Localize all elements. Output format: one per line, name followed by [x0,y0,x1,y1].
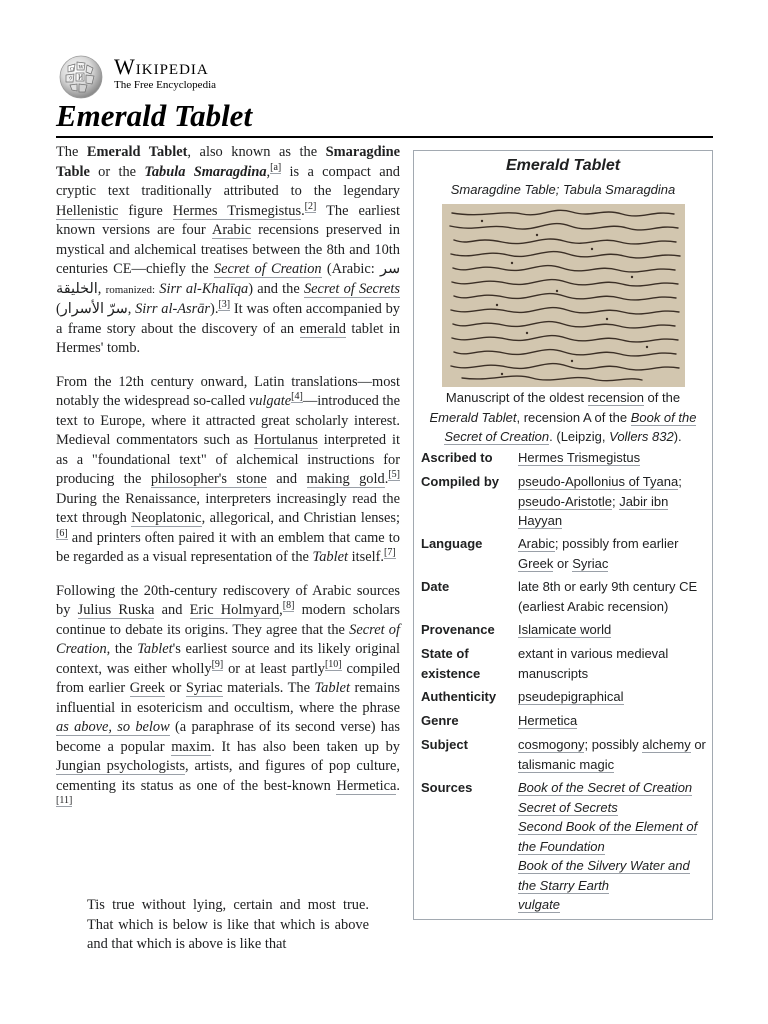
term-tabula-smaragdina: Tabula Smaragdina [144,163,267,180]
row-label: Provenance [421,622,495,637]
row-value [518,620,710,640]
link-maxim[interactable]: maxim [171,738,212,755]
link-source-vulgate[interactable]: vulgate [518,897,560,912]
text: , [266,163,271,180]
text: Manuscript of the oldest [445,390,588,405]
link-jabir-ibn-hayyan[interactable]: Jabir ibn Hayyan [518,493,669,528]
link-syriac[interactable]: Syriac [572,555,609,571]
term-smaragdine-table: Smaragdine Table [56,144,400,180]
link-hermetica[interactable]: Hermetica [336,777,397,794]
text: or the [89,163,145,180]
text: compiled from earlier [56,660,400,696]
text: figure [118,202,173,219]
link-secret-of-secrets[interactable]: Secret of Secrets [303,280,400,297]
row-label: Language [421,536,483,551]
link-syriac[interactable]: Syriac [185,680,223,696]
term-secret-of-creation: Secret of Creation [56,621,400,657]
link-pseudepigraphical[interactable]: pseudepigraphical [518,689,624,704]
citation-7[interactable]: [7] [383,547,396,559]
link-as-above-so-below[interactable]: as above, so below [56,719,170,735]
arabic-term: سرّ الأسرار [60,301,128,317]
text: The [56,144,87,160]
text: itself. [348,549,384,565]
separator: ; [611,493,620,509]
link-hortulanus[interactable]: Hortulanus [253,432,318,448]
citation-2[interactable]: [2] [304,200,317,212]
text: (a paraphrase of its second verse) has become a popular [56,719,400,755]
link-jungian-psychologists[interactable]: Jungian psychologists [56,758,186,774]
term-tablet: Tablet [137,641,173,657]
svg-text:W: W [78,64,84,71]
text: interpreted it as a "foundational text" of alchemical instructions for producing the [56,432,400,487]
wordmark-text: Wikipedia [114,54,209,79]
separator: ; [678,474,682,489]
text: Following the 20th-century rediscovery of Arabic sources by [56,582,400,618]
row-value [518,735,710,774]
citation-8[interactable]: [8] [282,600,295,612]
text: , also known as the [187,144,326,160]
text: of the [643,390,681,405]
row-label: Date [421,579,450,594]
text: , [127,301,136,317]
footnote-a[interactable]: [a] [270,161,282,173]
text: and [266,471,307,487]
text: remains influential in esotericism and occultism, where the phrase [56,680,400,716]
text: or [553,555,573,571]
link-pseudo-apollonius[interactable]: pseudo-Apollonius of Tyana [518,474,679,489]
svg-text:ウ: ウ [68,76,74,82]
link-hermes-trismegistus[interactable]: Hermes Trismegistus [172,202,302,219]
row-label: Authenticity [421,689,497,704]
row-label: State of existence [421,646,481,681]
citation-11[interactable]: [11] [56,795,73,807]
text: . [301,202,305,219]
title-divider [56,136,713,138]
infobox-subtitle: Smaragdine Table; Tabula Smaragdina [450,182,676,197]
text: During the Renaissance, interpreters increasingly read the text through [56,490,400,526]
text: It was often accompanied by a frame story about the discovery of an [56,301,401,337]
link-cosmogony[interactable]: cosmogony [518,737,585,752]
text: , artists, and figures of pop culture, cementing its status as one of the best-known [56,758,400,794]
arabic-term: سر الخليقة [56,261,400,297]
text: ). [673,429,682,444]
citation-3[interactable]: [3] [218,299,231,311]
link-hellenistic[interactable]: Hellenistic [56,202,119,219]
link-greek[interactable]: Greek [518,555,554,571]
link-hermetica[interactable]: Hermetica [518,713,578,728]
paragraph-latin [56,373,400,568]
link-julius-ruska[interactable]: Julius Ruska [77,602,155,618]
term-emerald-tablet: Emerald Tablet [86,144,188,160]
text: . It has also been taken up by [211,738,400,755]
wordmark-tagline: The Free Encyclopedia [114,79,217,91]
link-secret-of-creation[interactable]: Secret of Creation [213,261,322,277]
romanized-label: romanized: [105,283,156,296]
link-source-silvery-water[interactable]: Book of the Silvery Water and the Starry Earth [518,858,690,893]
text: 's earliest source and its likely original context, was either wholly [56,641,401,677]
block-quote: Tis true without lying, certain and most true. That which is below is like that which is above and that which is above is like that [87,897,369,952]
row-label: Genre [421,713,459,728]
text: ). [210,301,219,317]
link-arabic[interactable]: Arabic [518,536,555,551]
paragraph-modern [56,582,400,816]
link-source-second-book-element[interactable]: Second Book of the Element of the Foundation [518,819,698,854]
text: , recension A of the [516,409,631,425]
text: tablet in Hermes' tomb. [56,320,400,356]
text: materials. The [222,680,315,696]
text: , [97,280,106,297]
link-eric-holmyard[interactable]: Eric Holmyard [189,602,280,618]
term-vulgate: vulgate [248,393,292,409]
link-source-book-secret-creation[interactable]: Book of the Secret of Creation [518,780,693,795]
text: . [396,777,400,794]
text: is a compact and cryptic text traditionally attributed to the legendary [56,163,400,199]
text: , [279,602,283,618]
link-philosophers-stone[interactable]: philosopher's stone [150,471,267,487]
row-value [518,448,710,468]
infobox-title: Emerald Tablet [505,157,621,174]
link-neoplatonic[interactable]: Neoplatonic [131,510,202,526]
text: From the 12th century onward, Latin translations—most notably the widespread so-called [56,373,400,409]
svg-text:И: И [78,74,84,82]
citation-6[interactable]: [6] [56,527,68,539]
row-label: Sources [421,780,473,795]
row-value: extant in various medieval manuscripts [518,646,669,681]
text: , allegorical, and Christian lenses; [201,510,400,526]
text: and printers often paired it with an emblem that came to be regarded as a visual representation of the [56,529,400,565]
text: ( [56,301,61,317]
citation-5[interactable]: [5] [388,469,400,481]
term-vollers-832: Vollers 832 [609,429,674,444]
romanized-term: Sirr al-Khalīqa [159,280,249,297]
wikipedia-wordmark[interactable] [114,56,216,92]
text: or [690,737,706,752]
link-alchemy[interactable]: alchemy [642,737,691,752]
text: The earliest known versions are four [56,202,401,238]
text: ; possibly [584,737,643,752]
infobox-caption [420,388,706,447]
link-islamicate-world[interactable]: Islamicate world [518,622,612,637]
row-label: Ascribed to [421,450,493,465]
term-tablet: Tablet [312,549,348,565]
citation-4[interactable]: [4] [291,391,303,403]
link-talismanic-magic[interactable]: talismanic magic [518,756,615,772]
row-label: Subject [421,737,468,752]
row-value [518,534,710,573]
romanized-term: Sirr al-Asrār [135,301,211,317]
link-arabic[interactable]: Arabic [211,222,252,238]
citation-10[interactable]: [10] [324,658,342,670]
article-body [56,143,400,830]
text: recensions preserved in mystical and alchemical treatises between the 8th and 10th centuries CE—chiefly the [56,222,400,277]
link-book-of-secret-of-creation[interactable]: Book of the Secret of Creation [444,409,697,444]
text: , the [106,641,138,657]
link-emerald[interactable]: emerald [299,320,346,337]
row-value [518,472,710,531]
paragraph-intro [56,143,400,359]
row-value [518,778,710,915]
text: (Arabic: [321,261,380,277]
svg-text:Ω: Ω [70,66,75,73]
text: ; possibly from earlier [554,536,679,551]
row-label: Compiled by [421,474,500,489]
term-tablet: Tablet [314,680,350,696]
link-source-secret-of-secrets[interactable]: Secret of Secrets [518,799,618,815]
link-greek[interactable]: Greek [129,680,165,696]
infobox [413,150,713,920]
manuscript-image[interactable] [442,204,685,387]
row-value [518,687,710,707]
page-title: Emerald Tablet [56,98,253,133]
text: and [154,602,190,618]
link-recension[interactable]: recension [587,390,644,405]
text: or at least partly [223,660,325,677]
term-emerald-tablet: Emerald Tablet [429,409,517,425]
text: modern scholars continue to debate its origins. They agree that the [56,602,400,638]
text: . (Leipzig, [549,429,610,444]
row-value [518,711,710,731]
text: —introduced the text to Europe, where it attracted great scholarly interest. Medieval commentators such as [56,393,401,448]
row-value: late 8th or early 9th century CE (earliest Arabic recension) [518,579,698,614]
citation-9[interactable]: [9] [211,658,224,670]
text: or [164,680,186,696]
link-hermes-trismegistus[interactable]: Hermes Trismegistus [518,450,641,465]
wikipedia-globe-logo[interactable] [56,54,106,100]
link-making-gold[interactable]: making gold [306,471,385,487]
text: ) and the [248,280,304,297]
text: . [384,471,389,487]
link-pseudo-aristotle[interactable]: pseudo-Aristotle [518,493,612,509]
